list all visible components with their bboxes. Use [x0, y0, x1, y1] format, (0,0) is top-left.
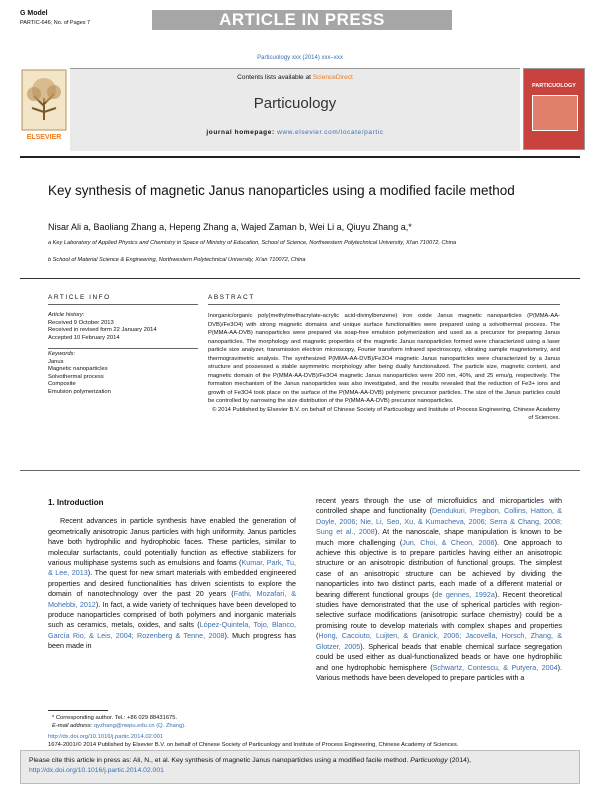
- journal-name: Particuology: [253, 95, 337, 112]
- gmodel-label: G Model: [20, 10, 48, 17]
- publisher-name: ELSEVIER: [26, 134, 62, 141]
- corresponding-author: * Corresponding author. Tel.: +86 029 88431675.: [52, 715, 178, 721]
- history-received: Received 9 October 2013: [48, 319, 114, 326]
- abstract-body: [208, 312, 560, 423]
- issn-line: 1674-2001/© 2014 Published by Elsevier B.V. on behalf of Chinese Society of Particuology and Institute of Process Engineering, Chinese Academy of Sciences.: [48, 742, 459, 748]
- article-history: [48, 312, 198, 396]
- footnote-rule: [48, 710, 108, 711]
- header-rule: [20, 156, 580, 158]
- journal-cover: [523, 68, 585, 150]
- doi-link[interactable]: http://dx.doi.org/10.1016/j.partic.2014.02.001: [48, 734, 164, 740]
- journal-homepage: journal homepage: www.elsevier.com/locate/partic: [206, 129, 384, 136]
- article-info-heading: ARTICLE INFO: [48, 294, 111, 301]
- doi-block: [48, 733, 578, 749]
- affiliation-b: b School of Material Science & Engineering, Northwestern Polytechnical University, Xi'an 710072, China: [48, 257, 306, 263]
- ref-link[interactable]: López-Quintela, Tojo, Blanco, García Rio, & Leis, 2004; Rozenberg & Tenne, 2008: [48, 620, 297, 640]
- footnote: [52, 714, 292, 730]
- journal-header-box: [70, 68, 520, 151]
- keyword: Composite: [48, 381, 76, 387]
- cover-title: PARTICUOLOGY: [532, 83, 576, 89]
- right-column: [316, 496, 562, 683]
- abstract-rule: [208, 304, 560, 305]
- email-link[interactable]: qyzhang@nwpu.edu.cn (Q. Zhang).: [93, 723, 186, 729]
- copyright-line: © 2014 Published by Elsevier B.V. on behalf of Chinese Society of Particuology and Institute of Process Engineering, Chinese Academy of Sciences.: [212, 406, 560, 421]
- journal-citation-link[interactable]: Particuology xxx (2014) xxx–xxx: [257, 55, 343, 61]
- cover-image: [532, 95, 578, 131]
- elsevier-tree-icon: [20, 68, 68, 132]
- abstract-end-rule: [20, 470, 580, 471]
- history-revised: Received in revised form 22 January 2014: [48, 327, 157, 333]
- author-list: Nisar Ali a, Baoliang Zhang a, Hepeng Zhang a, Wajed Zaman b, Wei Li a, Qiuyu Zhang a,*: [48, 222, 412, 232]
- intro-paragraph-continued: recent years through the use of microfluidics and microparticles with controlled shape and functionality (Dendukuri, Pregibon, Collins, Hatton, & Doyle, 2006; Nie, Li, Seo, Xu, & Kumacheva, 2006; Serra & Chang, 2008; Sung et al., 2008). At the nanoscale, shape manipulation is known to be much more challenging (Jun, Choi, & Cheon, 2006). One approach to achieve this objective is to prepare particles having either an anisotropic structure or an anisotropic distribution of functional groups. The simplest case of an anisotropic structure can be achieved by dividing the nanoparticles into two distinct parts, each made of a different material or bearing different functional groups (de gennes, 1992a). Recent theoretical studies have demonstrated that the use of spherical particles with region-selective surface modifications (anisotropic surface chemistry) could be a promising route to develop materials with complex shapes and properties (Hong, Cacciuto, Luijten, & Granick, 2006; Jacovella, Horsch, Zhang, & Glotzer, 2005). Spherical beads that enable chemical surface segregation could be used either as dual-functionalized beads or have one hydrophilic and one hydrophobic hemisphere (Schwartz, Contescu, & Putyera, 2004). Various methods have been developed to prepare particles with a: [316, 496, 563, 682]
- abstract-heading: ABSTRACT: [208, 294, 255, 301]
- elsevier-logo: [20, 68, 68, 146]
- cite-box: Please cite this article in press as: Ali, N., et al. Key synthesis of magnetic Janus nanoparticles using a modified facile method. Particuology (2014), http://dx.doi.org/10.1016/j.partic.2014.02.001: [20, 750, 580, 784]
- ref-link[interactable]: Hong, Cacciuto, Luijten, & Granick, 2006; Jacovella, Horsch, Zhang, & Glotzer, 2005: [316, 631, 562, 651]
- article-in-press-banner: ARTICLE IN PRESS: [152, 10, 452, 30]
- cite-doi-link[interactable]: http://dx.doi.org/10.1016/j.partic.2014.02.001: [29, 767, 164, 774]
- top-header: [20, 10, 580, 34]
- left-column: [48, 498, 296, 652]
- keyword: Janus: [48, 358, 64, 365]
- ref-link[interactable]: Kumar, Park, Tu, & Lee, 2013: [48, 558, 296, 578]
- keyword: Magnetic nanoparticles: [48, 366, 108, 372]
- ref-link[interactable]: de gennes, 1992a: [434, 589, 495, 599]
- affiliation-a: a Key Laboratory of Applied Physics and Chemistry in Space of Ministry of Education, School of Science, Northwestern Polytechnical University, Xi'an 710072, China: [48, 240, 457, 246]
- keywords-label: Keywords:: [48, 351, 76, 357]
- keyword: Solvothermal process: [48, 373, 104, 380]
- article-code: PARTIC-646; No. of Pages 7: [20, 20, 91, 26]
- contents-line: Contents lists available at ScienceDirect: [237, 74, 353, 81]
- ref-link[interactable]: Jun, Choi, & Cheon, 2006: [402, 537, 495, 547]
- keywords-rule: [48, 348, 198, 349]
- article-title: Key synthesis of magnetic Janus nanoparticles using a modified facile method: [48, 183, 515, 198]
- introduction-heading: 1. Introduction: [48, 498, 104, 507]
- email-line: E-mail address: qyzhang@nwpu.edu.cn (Q. Zhang).: [52, 723, 186, 729]
- ref-link[interactable]: Fathi, Mozafari, & Mohebbi, 2012: [48, 589, 296, 609]
- ref-link[interactable]: Schwartz, Contescu, & Putyera, 2004: [432, 662, 558, 672]
- homepage-link[interactable]: www.elsevier.com/locate/partic: [277, 129, 384, 136]
- intro-paragraph: Recent advances in particle synthesis have enabled the generation of geometrically anisotropic Janus particles with high uniformity. Janus particles have both hydrophilic and hydrophobic faces. These particles, similar to molecular surfactants, could potentially function as effective stabilizers for various multiphase systems such as emulsions and foams (Kumar, Park, Tu, & Lee, 2013). The quest for new smart materials with embedded engineered properties and desired functionalities has driven scientists to explore the domain of nanotechnology over the past 20 years (Fathi, Mozafari, & Mohebbi, 2012). In fact, a wide variety of techniques have been developed to produce nanoparticles comprised of both polymers and inorganic materials such as ceramics, metals, oxides, and salts (López-Quintela, Tojo, Blanco, García Rio, & Leis, 2004; Rozenberg & Tenne, 2008). Much progress has been made in: [48, 516, 297, 651]
- history-accepted: Accepted 10 February 2014: [48, 334, 120, 341]
- affiliation-rule: [20, 278, 580, 279]
- info-rule: [48, 304, 198, 305]
- keyword: Emulsion polymerization: [48, 388, 111, 395]
- history-label: Article history:: [48, 312, 85, 318]
- sciencedirect-link[interactable]: ScienceDirect: [312, 74, 353, 81]
- ref-link[interactable]: Dendukuri, Pregibon, Collins, Hatton, & Doyle, 2006; Nie, Li, Seo, Xu, & Kumacheva, 2006; Serra & Chang, 2008; Sung et al., 2008: [316, 506, 562, 537]
- abstract-text: Inorganic/organic poly(methylmethacrylate-acrylic acid-divinylbenzene) iron oxide Janus magnetic nanoparticles (P(MMA-AA-DVB)/Fe3O4) with strong magnetic domains and unique surface functionalities were prepared using a solvothermal process. The P(MMA-AA-DVB) nanoparticles were prepared via soap-free emulsion polymerization and used as a precursor for preparing Janus nanoparticles. The morphology and magnetic properties of the magnetic Janus nanoparticles formed were characterized using a laser particle size analyzer, transmission electron microscopy, Fourier transform infrared spectroscopy, vibrating sample magnetometry, and thermogravimetric analysis. The synthesized P(MMA-AA-DVB)/Fe3O4 magnetic Janus nanoparticles were characterized by a Janus structure and possessed a stable asymmetric morphology after being dually functionalized. The particle size, magnetic content, and magnetic domain of the P(MMA-AA-DVB)/Fe3O4 magnetic Janus nanoparticles were 200 nm, 40%, and 25 emu/g, respectively. The formation mechanism of the Janus nanoparticles was also investigated, and the results revealed that the reduction of Fe3+ ions and growth of Fe3O4 took place on the surface of the P(MMA-AA-DVB) polymeric precursor particles. The size of the Janus particles could be controlled by narrowing the size distribution of the P(MMA-AA-DVB) precursor nanoparticles.: [208, 313, 560, 404]
